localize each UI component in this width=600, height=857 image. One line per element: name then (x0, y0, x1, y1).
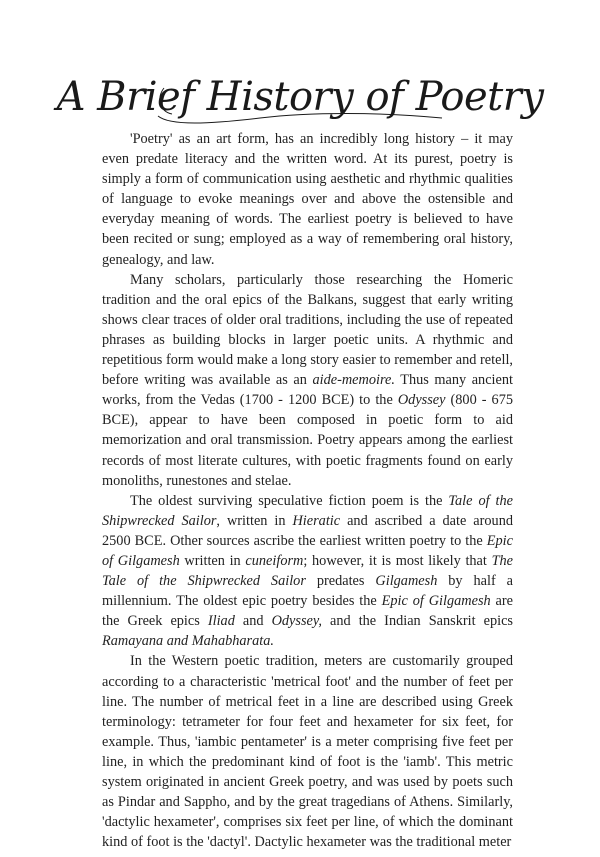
italic-text: Hieratic (292, 512, 341, 529)
text-run: In the Western poetic tradition, meters are customarily grouped according to a characteristic 'metrical foot' and the number of feet per line. The number of metrical feet in a line are described using Greek terminology: tetrameter for four feet and hexameter for six feet, for example. Thus, 'iambic pentameter' is a meter comprising five feet per line, in which the predominant kind of foot is the 'iamb'. This metric system originated in ancient Greek poetry, and was used by poets such as Pindar and Sappho, and by the great tragedians of Athens. Similarly, 'dactylic hexameter', comprises six feet per line, of which the dominant kind of foot is the 'dactyl'. Dactylic hexameter was the traditional meter (102, 653, 513, 851)
body-text (102, 129, 513, 852)
paragraph (102, 129, 513, 270)
paragraph (102, 651, 513, 852)
text-run: and ascribed a date around 2500 BCE. Other sources ascribe the earliest written poetry to the (102, 512, 513, 549)
text-run: written in (179, 552, 246, 569)
text-run: and (234, 613, 272, 630)
text-run: by half a millennium. The oldest epic poetry besides the (102, 573, 514, 610)
italic-text: Epic of Gilgamesh (102, 532, 513, 569)
italic-text: Gilgamesh (375, 573, 438, 590)
text-run: Thus many ancient works, from the Vedas (1700 - 1200 BCE) to the (102, 372, 513, 409)
italic-text: aide-memoire. (312, 372, 395, 389)
italic-text: Odyssey, (271, 613, 322, 630)
text-run: The oldest surviving speculative fiction poem is the (130, 492, 449, 509)
italic-text: Epic of Gilgamesh (381, 593, 491, 610)
text-run: (800 - 675 BCE), appear to have been composed in poetic form to aid memorization and oral transmission. Poetry appears among the earliest records of most literate cultures, with poetic fragments found on early monoliths, runestones and stelae. (102, 392, 513, 489)
text-run: predates (305, 573, 376, 590)
italic-text: Odyssey (397, 392, 446, 409)
italic-text: Ramayana and Mahabharata. (102, 633, 274, 650)
paragraph (102, 270, 513, 491)
page-title: A Brief History of Poetry (56, 74, 544, 120)
italic-text: The Tale of the Shipwrecked Sailor (102, 552, 514, 590)
text-run: Many scholars, particularly those researching the Homeric tradition and the oral epics of the Balkans, suggest that early writing shows clear traces of older oral traditions, including the use of repeated phrases as building blocks in larger poetic units. A rhythmic and repetitious form would make a long story easier to remember and retell, before writing was available as an (102, 271, 513, 389)
italic-text: Iliad (207, 613, 235, 630)
text-run: ; however, it is most likely that (303, 552, 492, 569)
text-run: , written in (216, 512, 293, 529)
paragraph (102, 491, 513, 652)
italic-text: cuneiform (245, 552, 304, 569)
italic-text: Tale of the Shipwrecked Sailor (102, 492, 513, 529)
text-run: 'Poetry' as an art form, has an incredibly long history – it may even predate literacy and the written word. At its purest, poetry is simply a form of communication using aesthetic and rhythmic qualities of language to evoke meanings over and above the ostensible and everyday meaning of words. The earliest poetry is believed to have been recited or sung; employed as a way of remembering oral history, genealogy, and law. (102, 131, 513, 268)
title-graphic (56, 68, 544, 128)
text-run: are the Greek epics (102, 593, 513, 630)
title-area (0, 68, 600, 128)
text-run: and the Indian Sanskrit epics (322, 613, 513, 630)
